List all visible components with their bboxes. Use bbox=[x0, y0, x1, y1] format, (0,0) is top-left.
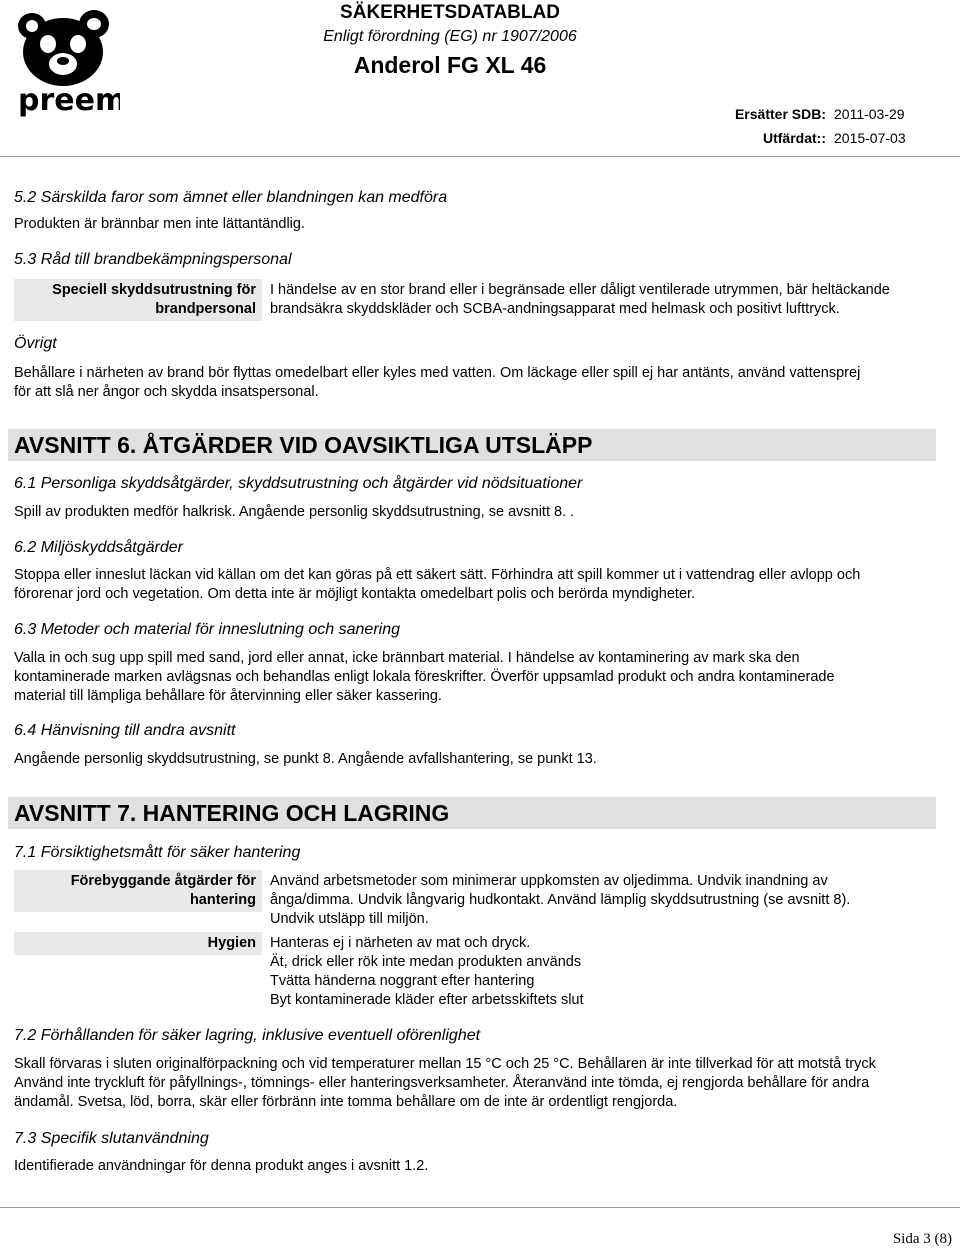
heading-6-3: 6.3 Metoder och material för inneslutning och sanering bbox=[14, 621, 400, 638]
prevention-text-line1: Använd arbetsmetoder som minimerar uppkomsten av oljedimma. Undvik inandning av bbox=[270, 873, 828, 889]
header-divider bbox=[0, 156, 960, 157]
ppe-label-line1: Speciell skyddsutrustning för bbox=[52, 282, 256, 298]
heading-other: Övrigt bbox=[14, 335, 57, 352]
heading-7-3: 7.3 Specifik slutanvändning bbox=[14, 1130, 209, 1147]
text-7-3: Identifierade användningar för denna produkt anges i avsnitt 1.2. bbox=[14, 1158, 429, 1174]
section-7-title: AVSNITT 7. HANTERING OCH LAGRING bbox=[8, 797, 936, 829]
text-7-2-line2: Använd inte tryckluft för påfyllnings-, tömnings- eller hanteringsverksamheter. Återanvänd inte tömda, ej rengjorda behållare för andra bbox=[14, 1075, 870, 1091]
ppe-text-line1: I händelse av en stor brand eller i begränsade eller dåligt ventilerade utrymmen, bär heltäckande bbox=[270, 282, 890, 298]
document-title: SÄKERHETSDATABLAD bbox=[340, 2, 560, 23]
hygiene-text-line1: Hanteras ej i närheten av mat och dryck. bbox=[270, 935, 531, 951]
footer-divider bbox=[0, 1207, 960, 1208]
text-7-2-line3: ändamål. Svetsa, löd, borra, skär eller förbränn inte tomma behållare om de inte är ordentligt rengjorda. bbox=[14, 1094, 678, 1110]
issued-date: 2015-07-03 bbox=[834, 130, 906, 146]
replaces-label: Ersätter SDB: bbox=[734, 106, 826, 122]
product-name: Anderol FG XL 46 bbox=[353, 52, 547, 78]
ppe-text bbox=[270, 281, 890, 319]
text-7-2 bbox=[14, 1055, 876, 1112]
text-6-4: Angående personlig skyddsutrustning, se punkt 8. Angående avfallshantering, se punkt 13. bbox=[14, 751, 597, 767]
prevention-label bbox=[14, 870, 262, 912]
hygiene-text-line3: Tvätta händerna noggrant efter hantering bbox=[270, 973, 535, 989]
replaces-date: 2011-03-29 bbox=[834, 106, 905, 122]
replaces-row bbox=[706, 106, 905, 122]
issued-label: Utfärdat:: bbox=[763, 130, 826, 146]
ppe-text-line2: brandsäkra skyddskläder och SCBA-andningsapparat med helmask och positivt lufttryck. bbox=[270, 301, 840, 317]
heading-5-3: 5.3 Råd till brandbekämpningspersonal bbox=[14, 251, 292, 268]
ppe-label bbox=[14, 279, 262, 321]
heading-7-1: 7.1 Försiktighetsmått för säker hantering bbox=[14, 844, 301, 861]
preem-logo bbox=[8, 4, 120, 118]
logo-text: preem bbox=[18, 83, 120, 118]
prevention-label-line2: hantering bbox=[189, 892, 256, 908]
prevention-text bbox=[270, 872, 850, 929]
section-6-title: AVSNITT 6. ÅTGÄRDER VID OAVSIKTLIGA UTSLÄPP bbox=[8, 429, 936, 461]
text-6-1: Spill av produkten medför halkrisk. Angående personlig skyddsutrustning, se avsnitt 8. . bbox=[14, 504, 575, 520]
text-6-3-line3: material till lämpliga behållare för återvinning eller säker kassering. bbox=[14, 688, 442, 704]
ppe-label-line2: brandpersonal bbox=[155, 301, 256, 317]
page-number: Sida 3 (8) bbox=[892, 1231, 952, 1247]
text-6-3-line1: Valla in och sug upp spill med sand, jord eller annat, icke brännbart material. I händelse av kontaminering av mark ska den bbox=[14, 650, 800, 666]
heading-6-1: 6.1 Personliga skyddsåtgärder, skyddsutrustning och åtgärder vid nödsituationer bbox=[14, 475, 583, 492]
heading-6-4: 6.4 Hänvisning till andra avsnitt bbox=[14, 722, 236, 739]
text-6-2-line2: förorenar jord och vegetation. Om detta inte är möjligt kontakta omedelbart polis och berörda myndigheter. bbox=[14, 586, 696, 602]
text-6-3 bbox=[14, 649, 835, 706]
text-6-2 bbox=[14, 566, 860, 604]
text-5-2: Produkten är brännbar men inte lättantändlig. bbox=[14, 216, 305, 232]
heading-6-2: 6.2 Miljöskyddsåtgärder bbox=[14, 539, 183, 556]
heading-5-2: 5.2 Särskilda faror som ämnet eller blandningen kan medföra bbox=[14, 189, 448, 206]
hygiene-text-line4: Byt kontaminerade kläder efter arbetsskiftets slut bbox=[270, 992, 584, 1008]
prevention-text-line3: Undvik utsläpp till miljön. bbox=[270, 911, 429, 927]
text-other bbox=[14, 364, 860, 402]
text-other-line1: Behållare i närheten av brand bör flyttas omedelbart eller kyles med vatten. Om läckage eller spill ej har antänts, använd vattensprej bbox=[14, 365, 861, 381]
prevention-label-line1: Förebyggande åtgärder för bbox=[70, 873, 256, 889]
text-6-2-line1: Stoppa eller inneslut läckan vid källan om det kan göras på ett säkert sätt. Förhindra att spill kommer ut i vattendrag eller avlopp och bbox=[14, 567, 861, 583]
regulation-subtitle: Enligt förordning (EG) nr 1907/2006 bbox=[323, 28, 577, 45]
hygiene-label: Hygien bbox=[14, 932, 262, 955]
heading-7-2: 7.2 Förhållanden för säker lagring, inklusive eventuell oförenlighet bbox=[14, 1027, 481, 1044]
hygiene-text-line2: Ät, drick eller rök inte medan produkten används bbox=[270, 954, 582, 970]
text-6-3-line2: kontaminerade marken avlägsnas och behandlas enligt lokala föreskrifter. Överför uppsamlad produkt och andra kontaminerade bbox=[14, 669, 835, 685]
text-7-2-line1: Skall förvaras i sluten originalförpackning och vid temperaturer mellan 15 °C och 25 °C. Behållaren är inte tillverkad för att motstå tryck bbox=[14, 1056, 876, 1072]
text-other-line2: för att slå ner ångor och skydda insatspersonal. bbox=[14, 384, 319, 400]
prevention-text-line2: ånga/dimma. Undvik långvarig hudkontakt. Använd lämplig skyddsutrustning (se avsnitt 8). bbox=[270, 892, 851, 908]
issued-row bbox=[706, 130, 906, 146]
hygiene-text bbox=[270, 934, 584, 1010]
